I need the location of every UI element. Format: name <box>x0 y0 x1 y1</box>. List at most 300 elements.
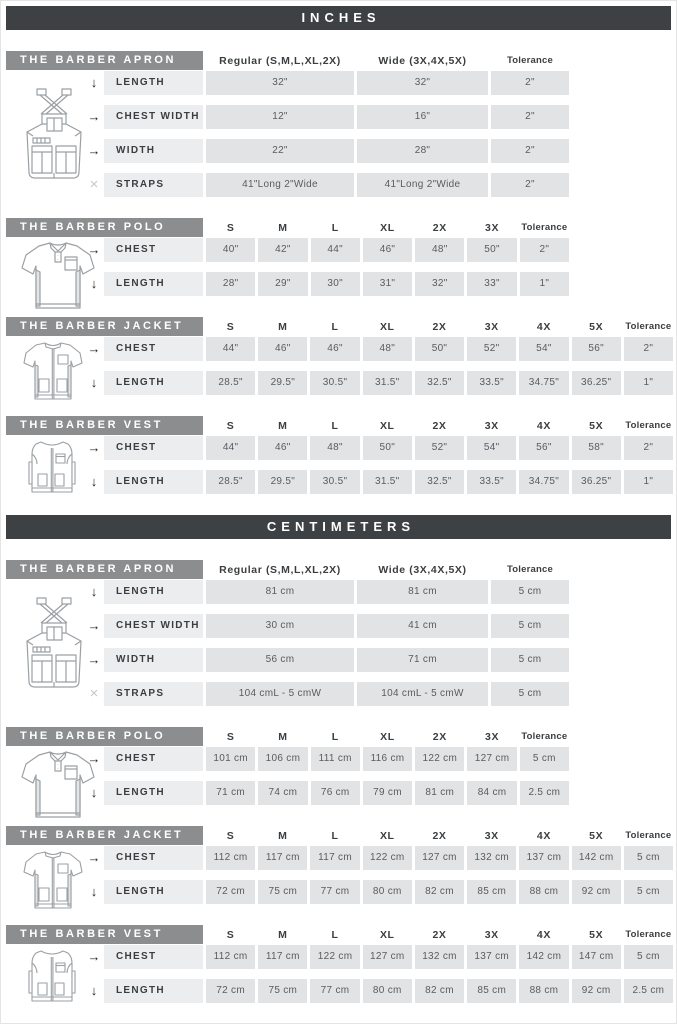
value-cell: 137 cm <box>467 945 516 969</box>
product-header-row <box>6 317 673 336</box>
arrow-right-icon: → <box>87 440 101 455</box>
value-cell: 2" <box>491 105 569 129</box>
row-values <box>206 880 673 904</box>
column-header: 5X <box>589 419 604 432</box>
product-body <box>6 846 673 904</box>
column-header: 2X <box>432 419 447 432</box>
value-cell: 30.5" <box>310 470 359 494</box>
column-header: XL <box>379 320 395 333</box>
value-cell: 5 cm <box>624 880 673 904</box>
column-header: XL <box>379 829 395 842</box>
row-label: CHEST <box>104 945 203 969</box>
column-headers <box>206 51 569 70</box>
table-row <box>84 337 673 361</box>
value-cell: 82 cm <box>415 880 464 904</box>
polo-illustration <box>20 749 96 825</box>
value-cell: 44" <box>311 238 360 262</box>
column-header: XL <box>380 730 395 743</box>
column-header: S <box>226 730 235 743</box>
value-cell: 104 cmL - 5 cmW <box>206 682 354 706</box>
value-cell: 29.5" <box>258 470 307 494</box>
column-header: M <box>278 730 288 743</box>
arrow-down-icon: ↓ <box>90 785 98 800</box>
unit-header: INCHES <box>6 6 671 30</box>
value-cell: 32.5" <box>415 470 464 494</box>
value-cell: 44" <box>206 436 255 460</box>
value-cell: 142 cm <box>572 846 621 870</box>
value-cell: 5 cm <box>624 846 673 870</box>
value-cell: 2" <box>624 337 673 361</box>
row-label: LENGTH <box>104 781 203 805</box>
column-header: M <box>278 829 288 842</box>
product-body <box>6 238 569 296</box>
column-header: 2X <box>432 928 447 941</box>
value-cell: 116 cm <box>363 747 412 771</box>
product-table <box>6 826 673 904</box>
product-header-row <box>6 51 569 70</box>
arrow-right-icon: → <box>87 751 101 766</box>
value-cell: 132 cm <box>415 945 464 969</box>
table-row <box>84 470 673 494</box>
row-values <box>206 682 569 706</box>
product-header-row <box>6 416 673 435</box>
value-cell: 54" <box>467 436 516 460</box>
value-cell: 1" <box>624 470 673 494</box>
table-row <box>84 71 569 95</box>
value-cell: 117 cm <box>310 846 359 870</box>
value-cell: 77 cm <box>310 979 359 1003</box>
column-headers <box>206 416 673 435</box>
column-header: S <box>226 320 235 333</box>
column-header: M <box>278 221 288 234</box>
value-cell: 84 cm <box>467 781 516 805</box>
column-header: 4X <box>536 320 551 333</box>
column-header: Tolerance <box>625 830 672 841</box>
value-cell: 92 cm <box>572 880 621 904</box>
value-cell: 36.25" <box>572 470 621 494</box>
row-values <box>206 436 673 460</box>
table-row <box>84 846 673 870</box>
arrow-down-icon: ↓ <box>90 584 98 599</box>
value-cell: 101 cm <box>206 747 255 771</box>
value-cell: 2" <box>520 238 569 262</box>
value-cell: 33.5" <box>467 470 516 494</box>
product-header-row <box>6 826 673 845</box>
value-cell: 36.25" <box>572 371 621 395</box>
column-header: Wide (3X,4X,5X) <box>378 563 467 576</box>
value-cell: 112 cm <box>206 846 255 870</box>
column-header: Regular (S,M,L,XL,2X) <box>219 563 341 576</box>
row-values <box>206 781 569 805</box>
value-cell: 32" <box>357 71 488 95</box>
value-cell: 92 cm <box>572 979 621 1003</box>
apron-illustration <box>23 597 85 691</box>
product-table <box>6 218 569 296</box>
value-cell: 1" <box>624 371 673 395</box>
product-table <box>6 51 569 197</box>
row-label: LENGTH <box>104 580 203 604</box>
column-header: 2X <box>432 829 447 842</box>
value-cell: 58" <box>572 436 621 460</box>
column-header: 5X <box>589 928 604 941</box>
value-cell: 31" <box>363 272 412 296</box>
row-values <box>206 337 673 361</box>
column-header: S <box>226 221 235 234</box>
value-cell: 5 cm <box>491 580 569 604</box>
value-cell: 56" <box>519 436 568 460</box>
row-label: LENGTH <box>104 272 203 296</box>
table-row <box>84 614 569 638</box>
product-title: THE BARBER VEST <box>6 416 203 435</box>
product-title: THE BARBER VEST <box>6 925 203 944</box>
column-header: 4X <box>536 419 551 432</box>
column-headers <box>206 727 569 746</box>
value-cell: 112 cm <box>206 945 255 969</box>
value-cell: 74 cm <box>258 781 307 805</box>
value-cell: 54" <box>519 337 568 361</box>
column-header: 2X <box>432 730 447 743</box>
product-header-row <box>6 925 673 944</box>
column-headers <box>206 218 569 237</box>
value-cell: 80 cm <box>363 979 412 1003</box>
value-cell: 72 cm <box>206 979 255 1003</box>
value-cell: 81 cm <box>206 580 354 604</box>
value-cell: 2" <box>624 436 673 460</box>
column-headers <box>206 560 569 579</box>
value-cell: 5 cm <box>491 648 569 672</box>
value-cell: 79 cm <box>363 781 412 805</box>
value-cell: 127 cm <box>415 846 464 870</box>
value-cell: 48" <box>310 436 359 460</box>
column-header: Tolerance <box>625 420 672 431</box>
table-row <box>84 880 673 904</box>
value-cell: 75 cm <box>258 880 307 904</box>
vest-illustration <box>24 949 80 1009</box>
column-header: Tolerance <box>521 731 568 742</box>
column-header: 2X <box>432 320 447 333</box>
product-body <box>6 436 673 494</box>
table-row <box>84 173 569 197</box>
value-cell: 50" <box>363 436 412 460</box>
row-label: LENGTH <box>104 470 203 494</box>
row-values <box>206 470 673 494</box>
product-body <box>6 71 569 197</box>
value-cell: 76 cm <box>311 781 360 805</box>
value-cell: 122 cm <box>415 747 464 771</box>
column-header: 3X <box>485 730 500 743</box>
value-cell: 46" <box>363 238 412 262</box>
column-header: 3X <box>485 221 500 234</box>
column-header: Tolerance <box>625 929 672 940</box>
value-cell: 117 cm <box>258 846 307 870</box>
value-cell: 42" <box>258 238 307 262</box>
value-cell: 117 cm <box>258 945 307 969</box>
product-body <box>6 945 673 1003</box>
column-headers <box>206 925 673 944</box>
column-header: 3X <box>484 320 499 333</box>
row-label: CHEST <box>104 436 203 460</box>
value-cell: 33" <box>467 272 516 296</box>
table-row <box>84 371 673 395</box>
column-header: XL <box>379 419 395 432</box>
column-headers <box>206 826 673 845</box>
value-cell: 81 cm <box>415 781 464 805</box>
value-cell: 34.75" <box>519 371 568 395</box>
arrow-down-icon: ↓ <box>90 375 98 390</box>
product-table <box>6 925 673 1003</box>
product-body <box>6 337 673 395</box>
value-cell: 40" <box>206 238 255 262</box>
value-cell: 56 cm <box>206 648 354 672</box>
value-cell: 34.75" <box>519 470 568 494</box>
value-cell: 31.5" <box>363 470 412 494</box>
value-cell: 50" <box>467 238 516 262</box>
product-title: THE BARBER APRON <box>6 560 203 579</box>
arrow-down-icon: ↓ <box>90 276 98 291</box>
arrow-right-icon: → <box>87 618 101 633</box>
value-cell: 2" <box>491 71 569 95</box>
column-header: Tolerance <box>625 321 672 332</box>
column-header: 5X <box>589 320 604 333</box>
value-cell: 28" <box>357 139 488 163</box>
column-header: 3X <box>484 928 499 941</box>
value-cell: 44" <box>206 337 255 361</box>
row-values <box>206 71 569 95</box>
value-cell: 71 cm <box>357 648 488 672</box>
table-row <box>84 580 569 604</box>
value-cell: 127 cm <box>467 747 516 771</box>
column-header: Regular (S,M,L,XL,2X) <box>219 54 341 67</box>
arrow-down-icon: ↓ <box>90 75 98 90</box>
value-cell: 28" <box>206 272 255 296</box>
value-cell: 88 cm <box>519 880 568 904</box>
row-values <box>206 173 569 197</box>
jacket-illustration <box>22 341 84 403</box>
table-row <box>84 238 569 262</box>
column-header: Tolerance <box>521 222 568 233</box>
value-cell: 81 cm <box>357 580 488 604</box>
value-cell: 142 cm <box>519 945 568 969</box>
column-header: S <box>226 419 235 432</box>
row-label: CHEST <box>104 238 203 262</box>
value-cell: 127 cm <box>363 945 412 969</box>
value-cell: 77 cm <box>310 880 359 904</box>
row-label: CHEST WIDTH <box>104 105 203 129</box>
product-table <box>6 416 673 494</box>
value-cell: 1" <box>520 272 569 296</box>
row-label: LENGTH <box>104 371 203 395</box>
column-header: L <box>331 320 339 333</box>
row-label: CHEST <box>104 846 203 870</box>
arrow-right-icon: → <box>87 341 101 356</box>
vest-illustration <box>24 440 80 500</box>
value-cell: 30.5" <box>310 371 359 395</box>
value-cell: 5 cm <box>624 945 673 969</box>
value-cell: 122 cm <box>363 846 412 870</box>
value-cell: 72 cm <box>206 880 255 904</box>
cross-icon: × <box>89 685 99 702</box>
table-row <box>84 139 569 163</box>
row-values <box>206 238 569 262</box>
column-header: Tolerance <box>507 55 553 66</box>
column-header: L <box>331 730 339 743</box>
product-body <box>6 580 569 706</box>
polo-illustration <box>20 240 96 316</box>
value-cell: 32" <box>415 272 464 296</box>
value-cell: 106 cm <box>258 747 307 771</box>
column-header: S <box>226 829 235 842</box>
column-header: 4X <box>536 928 551 941</box>
row-label: WIDTH <box>104 648 203 672</box>
row-label: CHEST WIDTH <box>104 614 203 638</box>
row-values <box>206 139 569 163</box>
row-values <box>206 747 569 771</box>
arrow-right-icon: → <box>87 949 101 964</box>
value-cell: 56" <box>572 337 621 361</box>
row-values <box>206 580 569 604</box>
row-label: STRAPS <box>104 682 203 706</box>
column-header: S <box>226 928 235 941</box>
value-cell: 30" <box>311 272 360 296</box>
value-cell: 132 cm <box>467 846 516 870</box>
value-cell: 71 cm <box>206 781 255 805</box>
table-row <box>84 781 569 805</box>
product-header-row <box>6 560 569 579</box>
column-header: L <box>331 419 339 432</box>
arrow-down-icon: ↓ <box>90 983 98 998</box>
value-cell: 46" <box>258 436 307 460</box>
value-cell: 33.5" <box>467 371 516 395</box>
table-row <box>84 979 673 1003</box>
value-cell: 75 cm <box>258 979 307 1003</box>
column-header: XL <box>380 221 395 234</box>
column-header: M <box>278 928 288 941</box>
column-header: 3X <box>484 829 499 842</box>
value-cell: 46" <box>310 337 359 361</box>
value-cell: 52" <box>467 337 516 361</box>
arrow-right-icon: → <box>87 652 101 667</box>
column-header: 3X <box>484 419 499 432</box>
column-header: L <box>331 221 339 234</box>
value-cell: 48" <box>363 337 412 361</box>
column-header: L <box>331 928 339 941</box>
product-header-row <box>6 218 569 237</box>
column-header: XL <box>379 928 395 941</box>
unit-section <box>6 515 671 1003</box>
value-cell: 2.5 cm <box>520 781 569 805</box>
row-label: LENGTH <box>104 979 203 1003</box>
value-cell: 48" <box>415 238 464 262</box>
column-headers <box>206 317 673 336</box>
column-header: M <box>278 320 288 333</box>
value-cell: 32" <box>206 71 354 95</box>
value-cell: 41"Long 2"Wide <box>206 173 354 197</box>
product-title: THE BARBER POLO <box>6 218 203 237</box>
value-cell: 2.5 cm <box>624 979 673 1003</box>
value-cell: 12" <box>206 105 354 129</box>
jacket-illustration <box>22 850 84 912</box>
row-values <box>206 272 569 296</box>
row-values <box>206 371 673 395</box>
column-header: 5X <box>589 829 604 842</box>
value-cell: 88 cm <box>519 979 568 1003</box>
table-row <box>84 682 569 706</box>
row-label: LENGTH <box>104 71 203 95</box>
product-table <box>6 727 569 805</box>
product-body <box>6 747 569 805</box>
row-values <box>206 846 673 870</box>
row-label: WIDTH <box>104 139 203 163</box>
table-row <box>84 747 569 771</box>
product-header-row <box>6 727 569 746</box>
value-cell: 28.5" <box>206 371 255 395</box>
value-cell: 29.5" <box>258 371 307 395</box>
product-table <box>6 317 673 395</box>
value-cell: 16" <box>357 105 488 129</box>
value-cell: 147 cm <box>572 945 621 969</box>
table-row <box>84 105 569 129</box>
table-row <box>84 648 569 672</box>
value-cell: 5 cm <box>491 682 569 706</box>
value-cell: 41"Long 2"Wide <box>357 173 488 197</box>
value-cell: 22" <box>206 139 354 163</box>
value-cell: 111 cm <box>311 747 360 771</box>
value-cell: 2" <box>491 173 569 197</box>
row-values <box>206 945 673 969</box>
value-cell: 29" <box>258 272 307 296</box>
value-cell: 104 cmL - 5 cmW <box>357 682 488 706</box>
product-title: THE BARBER JACKET <box>6 317 203 336</box>
value-cell: 80 cm <box>363 880 412 904</box>
value-cell: 41 cm <box>357 614 488 638</box>
value-cell: 85 cm <box>467 979 516 1003</box>
value-cell: 31.5" <box>363 371 412 395</box>
arrow-right-icon: → <box>87 850 101 865</box>
column-header: 2X <box>432 221 447 234</box>
product-title: THE BARBER JACKET <box>6 826 203 845</box>
cross-icon: × <box>89 176 99 193</box>
row-label: STRAPS <box>104 173 203 197</box>
value-cell: 122 cm <box>310 945 359 969</box>
column-header: Tolerance <box>507 564 553 575</box>
value-cell: 30 cm <box>206 614 354 638</box>
value-cell: 32.5" <box>415 371 464 395</box>
value-cell: 28.5" <box>206 470 255 494</box>
product-title: THE BARBER POLO <box>6 727 203 746</box>
row-values <box>206 648 569 672</box>
value-cell: 46" <box>258 337 307 361</box>
arrow-right-icon: → <box>87 242 101 257</box>
column-header: L <box>331 829 339 842</box>
product-title: THE BARBER APRON <box>6 51 203 70</box>
unit-section <box>6 6 671 494</box>
arrow-right-icon: → <box>87 143 101 158</box>
value-cell: 85 cm <box>467 880 516 904</box>
value-cell: 137 cm <box>519 846 568 870</box>
row-label: LENGTH <box>104 880 203 904</box>
arrow-down-icon: ↓ <box>90 474 98 489</box>
value-cell: 5 cm <box>491 614 569 638</box>
unit-header: CENTIMETERS <box>6 515 671 539</box>
arrow-down-icon: ↓ <box>90 884 98 899</box>
value-cell: 5 cm <box>520 747 569 771</box>
table-row <box>84 945 673 969</box>
product-table <box>6 560 569 706</box>
column-header: Wide (3X,4X,5X) <box>378 54 467 67</box>
row-label: CHEST <box>104 747 203 771</box>
row-values <box>206 979 673 1003</box>
value-cell: 2" <box>491 139 569 163</box>
